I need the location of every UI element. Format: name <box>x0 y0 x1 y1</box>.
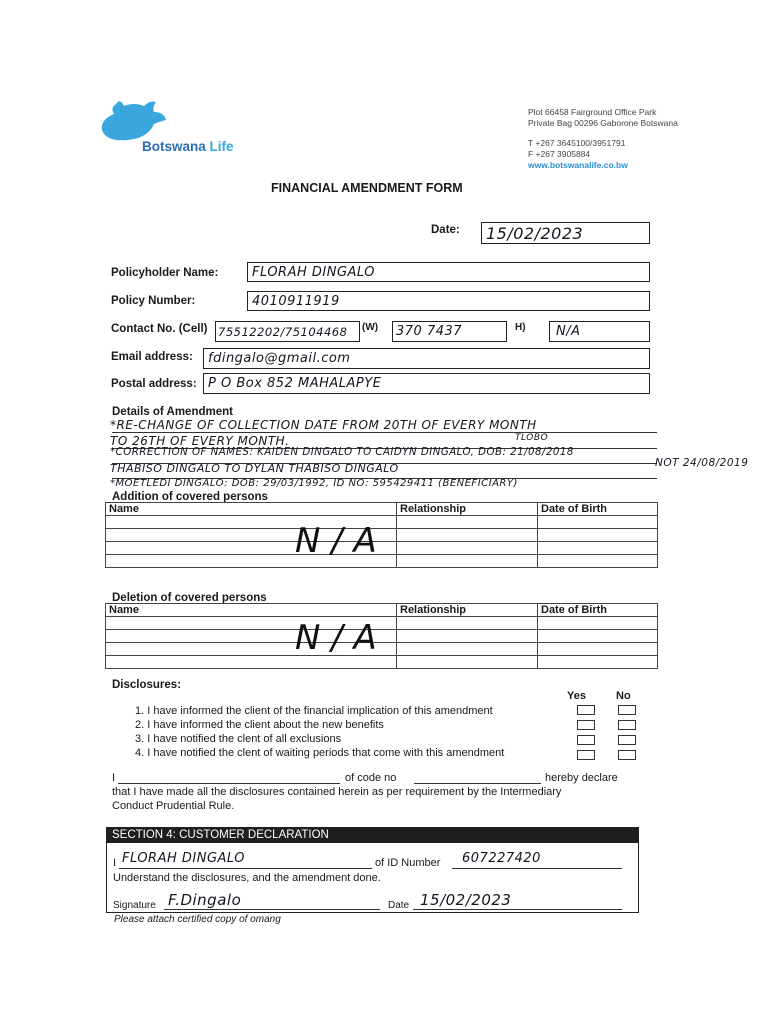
signature-line[interactable] <box>164 909 380 910</box>
policyholder-value: FLORAH DINGALO <box>252 265 375 280</box>
contact-h-label: H) <box>515 322 526 333</box>
addition-table <box>105 502 658 568</box>
section4-date-value: 15/02/2023 <box>420 891 512 909</box>
no-header: No <box>616 690 631 702</box>
disclosure-2-yes-checkbox[interactable] <box>577 720 595 730</box>
date-value: 15/02/2023 <box>486 224 584 243</box>
disclosure-item-3: 3. I have notified the clent of all exclusions <box>135 733 342 745</box>
table-row[interactable] <box>106 617 658 630</box>
brand-name <box>142 139 234 154</box>
deletion-label: Deletion of covered persons <box>112 592 267 604</box>
declare-line-3: Conduct Prudential Rule. <box>112 800 235 812</box>
table-row[interactable] <box>106 516 658 529</box>
website-link[interactable]: www.botswanalife.co.bw <box>528 160 628 170</box>
disclosure-4-yes-checkbox[interactable] <box>577 750 595 760</box>
disclosure-3-no-checkbox[interactable] <box>618 735 636 745</box>
work-value: 370 7437 <box>396 324 463 339</box>
amendment-line-3: *CORRECTION OF NAMES: KAIDEN DINGALO TO CAIDYN DINGALO, DOB: 21/08/2018 <box>110 447 574 458</box>
postal-value: P O Box 852 MAHALAPYE <box>208 376 382 391</box>
disclosure-item-1: 1. I have informed the client of the financial implication of this amendment <box>135 705 493 717</box>
amendment-line-4-note: NOT 24/08/2019 <box>655 457 749 469</box>
id-number-line[interactable] <box>452 868 622 869</box>
amendment-line-1: *RE-CHANGE OF COLLECTION DATE FROM 20TH OF EVERY MONTH <box>110 418 537 432</box>
address-line-2: Private Bag 00296 Gaborone Botswana <box>528 118 678 128</box>
declare-i: I <box>112 772 116 784</box>
home-field[interactable] <box>549 321 650 342</box>
declare-line-2: that I have made all the disclosures contained herein as per requirement by the Intermediary <box>112 786 562 798</box>
deletion-header-name: Name <box>106 604 397 617</box>
yes-header: Yes <box>567 690 586 702</box>
policyholder-field[interactable] <box>247 262 650 282</box>
postal-field[interactable] <box>203 373 650 394</box>
amendment-line-2: TO 26TH OF EVERY MONTH. <box>110 434 290 448</box>
addition-header-dob: Date of Birth <box>538 503 658 516</box>
fax-number: F +267 3905884 <box>528 149 591 159</box>
brand-life: Life <box>209 139 234 154</box>
declare-name-line[interactable] <box>118 783 340 784</box>
table-row[interactable] <box>106 529 658 542</box>
attach-note: Please attach certified copy of omang <box>114 914 281 925</box>
deletion-header-dob: Date of Birth <box>538 604 658 617</box>
date-label: Date: <box>431 224 460 236</box>
amendment-line-2-note: TLOBO <box>515 433 549 443</box>
form-title: FINANCIAL AMENDMENT FORM <box>271 181 463 195</box>
brand-botswana: Botswana <box>142 139 206 154</box>
contact-w-label: (W) <box>362 322 379 333</box>
email-label: Email address: <box>111 351 193 363</box>
section4-i: I <box>113 857 117 869</box>
declare-code-line[interactable] <box>414 783 541 784</box>
policy-number-label: Policy Number: <box>111 295 196 307</box>
contact-cell-label: Contact No. (Cell) <box>111 323 208 335</box>
disclosure-4-no-checkbox[interactable] <box>618 750 636 760</box>
id-number-label: of ID Number <box>375 857 441 869</box>
amendment-line-5: *MOETLEDI DINGALO: DOB: 29/03/1992, ID NO: 595429411 (BENEFICIARY) <box>110 478 518 489</box>
policy-number-value: 4010911919 <box>252 294 340 309</box>
policy-number-field[interactable] <box>247 291 650 311</box>
addition-label: Addition of covered persons <box>112 491 268 503</box>
deletion-na-mark: N / A <box>295 618 377 658</box>
addition-header-name: Name <box>106 503 397 516</box>
disclosure-item-2: 2. I have informed the client about the new benefits <box>135 719 384 731</box>
table-row[interactable] <box>106 656 658 669</box>
disclosures-label: Disclosures: <box>112 679 182 691</box>
disclosure-3-yes-checkbox[interactable] <box>577 735 595 745</box>
understand-text: Understand the disclosures, and the amendment done. <box>113 872 381 884</box>
email-value: fdingalo@gmail.com <box>208 351 351 366</box>
customer-name-line[interactable] <box>119 868 372 869</box>
deletion-header-relationship: Relationship <box>397 604 538 617</box>
table-row[interactable] <box>106 555 658 568</box>
amendment-label: Details of Amendment <box>112 406 233 418</box>
declare-hereby: hereby declare <box>545 772 618 784</box>
addition-na-mark: N / A <box>295 521 377 561</box>
disclosure-2-no-checkbox[interactable] <box>618 720 636 730</box>
section-4-heading: SECTION 4: CUSTOMER DECLARATION <box>106 827 639 843</box>
table-row[interactable] <box>106 643 658 656</box>
deletion-table <box>105 603 658 669</box>
company-contact <box>528 107 728 171</box>
work-field[interactable] <box>392 321 507 342</box>
addition-header-relationship: Relationship <box>397 503 538 516</box>
section4-date-line[interactable] <box>413 909 622 910</box>
policyholder-label: Policyholder Name: <box>111 267 219 279</box>
table-row[interactable] <box>106 542 658 555</box>
amendment-line-4: THABISO DINGALO TO DYLAN THABISO DINGALO <box>110 462 399 475</box>
address-line-1: Plot 66458 Fairground Office Park <box>528 107 657 117</box>
cell-field[interactable] <box>215 321 360 342</box>
disclosure-1-yes-checkbox[interactable] <box>577 705 595 715</box>
id-number-value: 607227420 <box>462 851 541 866</box>
section4-date-label: Date <box>388 900 410 911</box>
disclosure-1-no-checkbox[interactable] <box>618 705 636 715</box>
table-row[interactable] <box>106 630 658 643</box>
email-field[interactable] <box>203 348 650 369</box>
postal-label: Postal address: <box>111 378 197 390</box>
signature-value: F.Dingalo <box>168 891 242 909</box>
cell-value: 75512202/75104468 <box>218 325 348 339</box>
signature-label: Signature <box>113 900 156 911</box>
customer-name-value: FLORAH DINGALO <box>122 851 245 866</box>
date-field[interactable] <box>481 222 650 244</box>
disclosure-item-4: 4. I have notified the clent of waiting periods that come with this amendment <box>135 747 505 759</box>
declare-of-code: of code no <box>345 772 397 784</box>
phone-number: T +267 3645100/3951791 <box>528 138 626 148</box>
home-value: N/A <box>556 324 581 339</box>
